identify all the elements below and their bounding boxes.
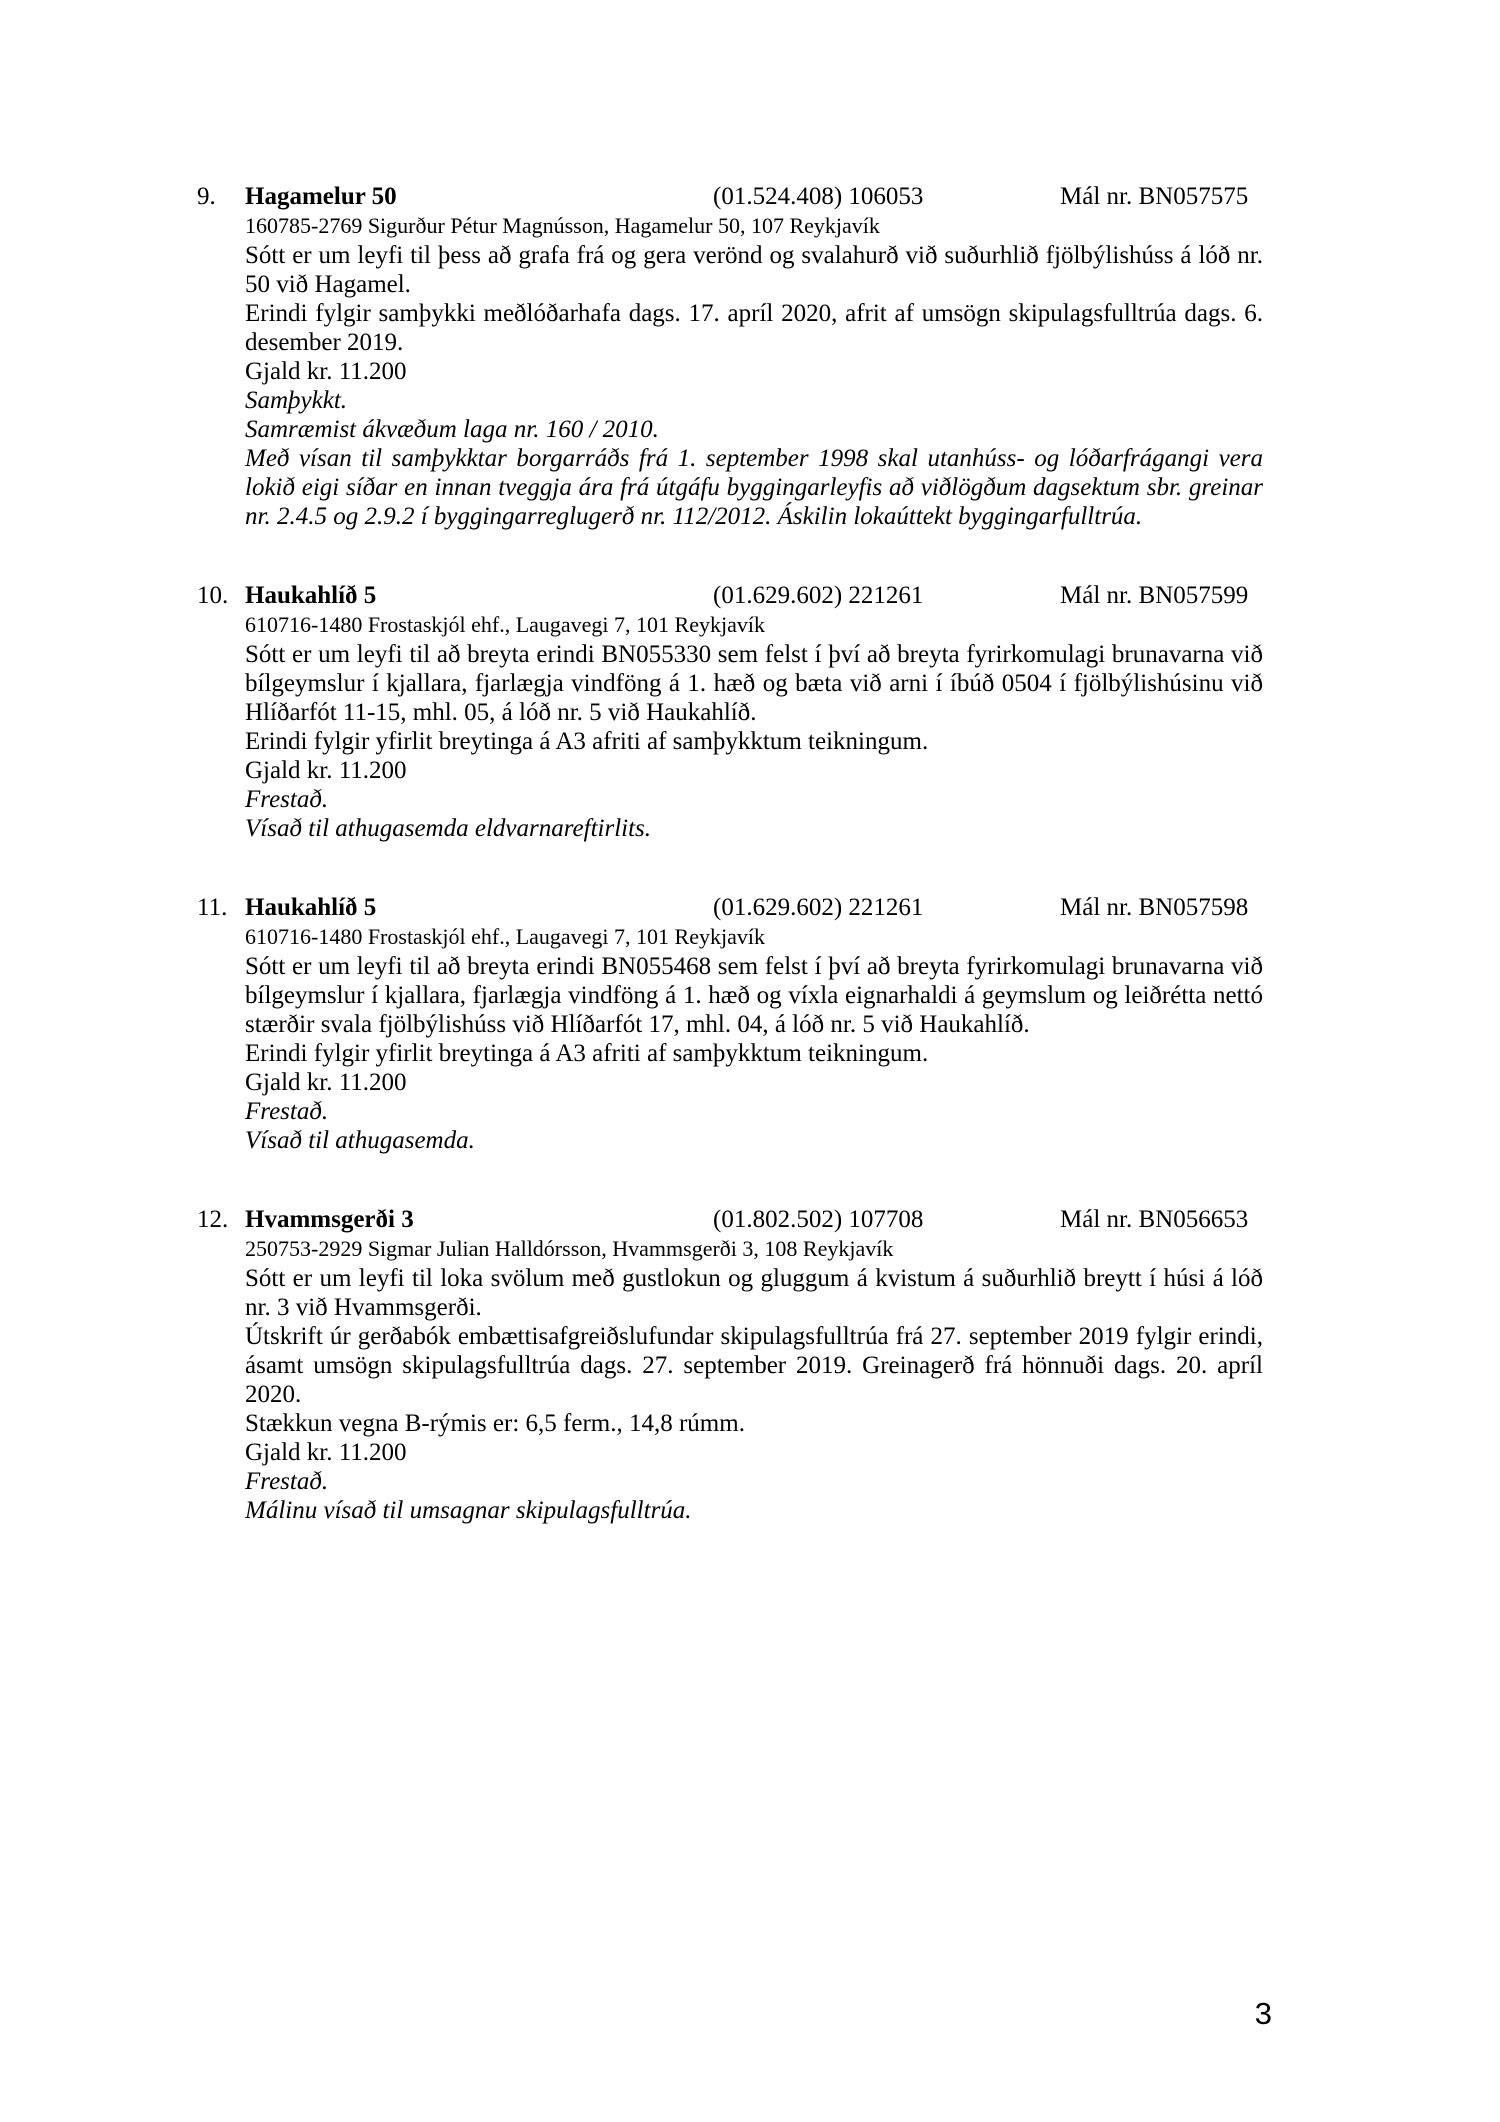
item-paragraph: Erindi fylgir yfirlit breytinga á A3 afriti af samþykktum teikningum. xyxy=(245,1040,929,1067)
item-paragraph: Sótt er um leyfi til þess að grafa frá og gera verönd og svalahurð við suðurhlið fjölbýlishúss á lóð nr. 50 við Hagamel. xyxy=(245,242,1263,298)
item-number: 10. xyxy=(197,582,229,609)
decision-text: Frestað. xyxy=(245,1468,329,1495)
item-plot-number: (01.629.602) 221261 xyxy=(713,894,924,921)
item-header xyxy=(245,581,1263,610)
page-content xyxy=(197,182,1263,1525)
item-paragraph: Gjald kr. 11.200 xyxy=(245,1069,407,1096)
item-applicant: 250753-2929 Sigmar Julian Halldórsson, Hvammsgerði 3, 108 Reykjavík xyxy=(245,1236,894,1261)
item-applicant: 610716-1480 Frostaskjól ehf., Laugavegi 7, 101 Reykjavík xyxy=(245,612,765,637)
agenda-item xyxy=(197,1205,1263,1525)
item-applicant: 160785-2769 Sigurður Pétur Magnússon, Hagamelur 50, 107 Reykjavík xyxy=(245,213,880,238)
item-paragraph: Sótt er um leyfi til að breyta erindi BN055468 sem felst í því að breyta fyrirkomulagi brunavarna við bílgeymslur í kjallara, fjarlægja vindföng á 1. hæð og víxla eignarhaldi á geymslum og leiðrétta nettó stærðir svala fjölbýlishúss við Hlíðarfót 17, mhl. 04, á lóð nr. 5 við Haukahlíð. xyxy=(245,953,1263,1038)
item-number: 11. xyxy=(197,894,228,921)
item-paragraph: Sótt er um leyfi til loka svölum með gustlokun og gluggum á kvistum á suðurhlið breytt í húsi á lóð nr. 3 við Hvammsgerði. xyxy=(245,1265,1263,1321)
decision-text: Vísað til athugasemda. xyxy=(245,1127,475,1154)
item-plot-number: (01.524.408) 106053 xyxy=(713,183,924,210)
item-plot-number: (01.629.602) 221261 xyxy=(713,582,924,609)
item-address: Hagamelur 50 xyxy=(245,183,397,210)
agenda-item xyxy=(197,581,1263,843)
item-paragraph: Erindi fylgir samþykki meðlóðarhafa dags. 17. apríl 2020, afrit af umsögn skipulagsfulltrúa dags. 6. desember 2019. xyxy=(245,300,1263,356)
item-header xyxy=(245,182,1263,211)
item-case-number: Mál nr. BN057575 xyxy=(1060,183,1249,210)
item-body xyxy=(245,211,1263,531)
item-body xyxy=(245,922,1263,1155)
item-case-number: Mál nr. BN056653 xyxy=(1060,1206,1249,1233)
item-paragraph: Gjald kr. 11.200 xyxy=(245,358,407,385)
item-address: Hvammsgerði 3 xyxy=(245,1206,414,1233)
item-paragraph: Stækkun vegna B-rýmis er: 6,5 ferm., 14,8 rúmm. xyxy=(245,1410,745,1437)
item-case-number: Mál nr. BN057598 xyxy=(1060,894,1249,921)
decision-text: Frestað. xyxy=(245,786,329,813)
agenda-item xyxy=(197,893,1263,1155)
item-paragraph: Útskrift úr gerðabók embættisafgreiðslufundar skipulagsfulltrúa frá 27. september 2019 fylgir erindi, ásamt umsögn skipulagsfulltrúa dags. 27. september 2019. Greinagerð frá hönnuði dags. 20. apríl 2020. xyxy=(245,1323,1263,1408)
item-number: 12. xyxy=(197,1206,229,1233)
item-plot-number: (01.802.502) 107708 xyxy=(713,1206,924,1233)
item-address: Haukahlíð 5 xyxy=(245,894,377,921)
decision-text: Með vísan til samþykktar borgarráðs frá 1. september 1998 skal utanhúss- og lóðarfrágangi vera lokið eigi síðar en innan tveggja ára frá útgáfu byggingarleyfis að viðlögðum dagsektum sbr. greinar nr. 2.4.5 og 2.9.2 í byggingarreglugerð nr. 112/2012. Áskilin lokaúttekt byggingarfulltrúa. xyxy=(245,445,1263,530)
item-header xyxy=(245,1205,1263,1234)
item-body xyxy=(245,1234,1263,1525)
item-paragraph: Gjald kr. 11.200 xyxy=(245,757,407,784)
item-case-number: Mál nr. BN057599 xyxy=(1060,582,1249,609)
item-paragraph: Gjald kr. 11.200 xyxy=(245,1439,407,1466)
item-paragraph: Erindi fylgir yfirlit breytinga á A3 afriti af samþykktum teikningum. xyxy=(245,728,929,755)
page-number: 3 xyxy=(1254,1996,1272,2031)
item-number: 9. xyxy=(197,183,216,210)
decision-text: Vísað til athugasemda eldvarnareftirlits. xyxy=(245,815,652,842)
decision-text: Samræmist ákvæðum laga nr. 160 / 2010. xyxy=(245,416,659,443)
decision-text: Málinu vísað til umsagnar skipulagsfulltrúa. xyxy=(245,1497,692,1524)
decision-text: Samþykkt. xyxy=(245,387,348,414)
item-paragraph: Sótt er um leyfi til að breyta erindi BN055330 sem felst í því að breyta fyrirkomulagi brunavarna við bílgeymslur í kjallara, fjarlægja vindföng á 1. hæð og bæta við arni í íbúð 0504 í fjölbýlishúsinu við Hlíðarfót 11-15, mhl. 05, á lóð nr. 5 við Haukahlíð. xyxy=(245,641,1263,726)
item-applicant: 610716-1480 Frostaskjól ehf., Laugavegi 7, 101 Reykjavík xyxy=(245,924,765,949)
item-header xyxy=(245,893,1263,922)
item-address: Haukahlíð 5 xyxy=(245,582,377,609)
decision-text: Frestað. xyxy=(245,1098,329,1125)
item-body xyxy=(245,610,1263,843)
agenda-item xyxy=(197,182,1263,531)
